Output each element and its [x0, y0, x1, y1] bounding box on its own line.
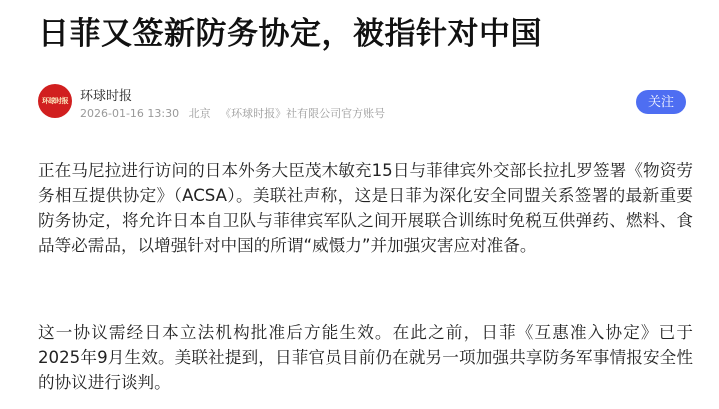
publish-location: 北京	[188, 107, 211, 120]
avatar[interactable]	[38, 84, 72, 118]
article-paragraph: 正在马尼拉进行访问的日本外务大臣茂木敏充15日与菲律宾外交部长拉扎罗签署《物资劳务相互提供协定》（ACSA）。美联社声称，这是日菲为深化安全同盟关系签署的最新重要防务协定，将允许日本自卫队与菲律宾军队之间开展联合训练时免税互供弹药、燃料、食品等必需品，以增强针对中国的所谓“威慑力”并加强灾害应对准备。	[38, 161, 693, 255]
account-info: 《环球时报》社有限公司官方账号	[220, 107, 386, 120]
article-paragraph: 这一协议需经日本立法机构批准后方能生效。在此之前，日菲《互惠准入协定》已于2025年9月生效。美联社提到，日菲官员目前仍在就另一项加强共享防务军事情报安全性的协议进行谈判。	[38, 323, 693, 392]
article-title: 日菲又签新防务协定，被指针对中国	[38, 16, 542, 52]
publisher-logo: 环球时报	[42, 96, 68, 105]
author-info	[38, 84, 688, 124]
follow-button[interactable]: 关注	[636, 90, 686, 114]
article-meta	[80, 105, 391, 121]
source-name[interactable]: 环球时报	[80, 89, 133, 104]
publish-datetime: 2026-01-16 13:30	[80, 107, 180, 120]
